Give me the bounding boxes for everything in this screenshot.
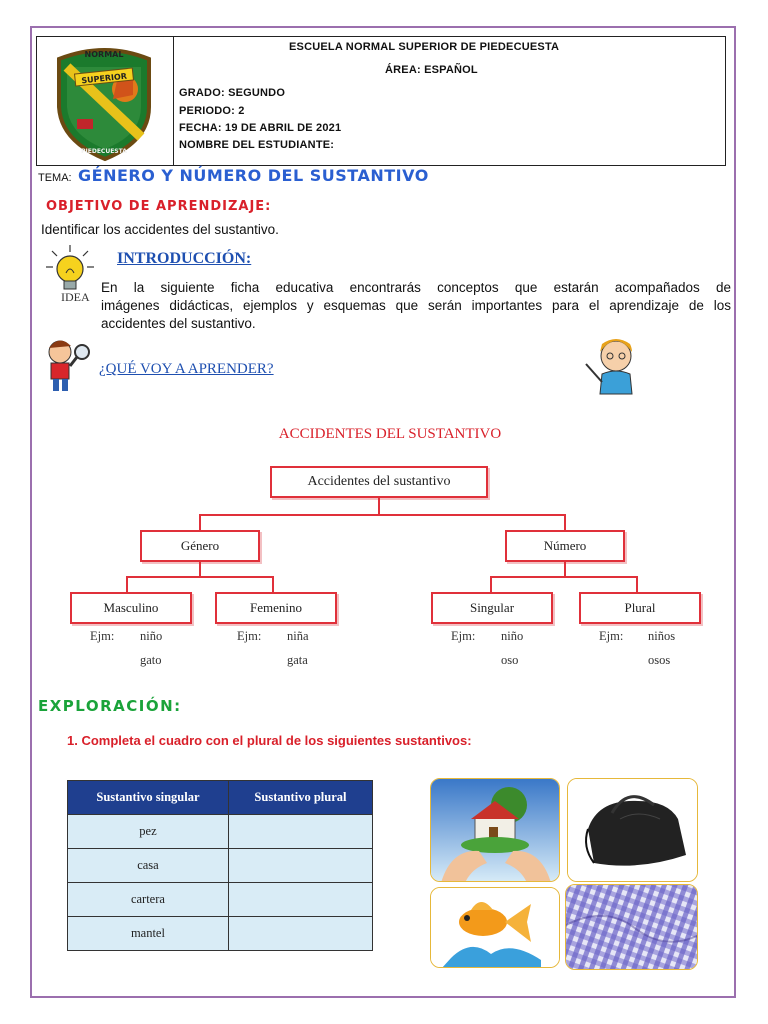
example-masc-2: gato: [140, 653, 162, 667]
logo-top-text: NORMAL: [84, 50, 124, 59]
goldfish-image: [430, 887, 560, 968]
example-label: Ejm:: [599, 629, 624, 643]
grado-text: GRADO: SEGUNDO: [179, 87, 286, 99]
connector: [490, 576, 638, 578]
example-sing-1: niño: [501, 629, 524, 643]
connector: [199, 514, 566, 516]
house-in-hands-image: [430, 778, 560, 882]
node-root: Accidentes del sustantivo: [270, 466, 488, 498]
aprender-title: ¿QUÉ VOY A APRENDER?: [99, 361, 274, 377]
node-singular: Singular: [431, 592, 553, 624]
logo-band-text: SUPERIOR: [80, 71, 128, 86]
diagram-title: ACCIDENTES DEL SUSTANTIVO: [278, 426, 502, 442]
intro-line-2: imágenes didácticas, ejemplos y esquemas que serán importantes para el aprendizaje de los: [101, 298, 731, 313]
intro-title: INTRODUCCIÓN:: [117, 250, 252, 267]
example-label: Ejm:: [90, 629, 115, 643]
area-text: ÁREA: ESPAÑOL: [385, 64, 478, 76]
table-row: [68, 917, 373, 951]
table-cell-singular: mantel: [68, 917, 229, 951]
table-header-row: [68, 781, 373, 815]
logo-bottom-text: PIEDECUESTA: [81, 148, 127, 155]
example-label: Ejm:: [237, 629, 262, 643]
plural-table: [67, 780, 373, 951]
table-cell-singular: casa: [68, 849, 229, 883]
exploracion-instruction: 1. Completa el cuadro con el plural de los siguientes sustantivos:: [67, 733, 472, 748]
example-plur-1: niños: [648, 629, 676, 643]
example-label: Ejm:: [451, 629, 476, 643]
idea-label: IDEA: [61, 290, 90, 304]
example-sing-2: oso: [501, 653, 519, 667]
school-logo: [37, 37, 173, 165]
table-row: [68, 883, 373, 917]
objetivo-title: OBJETIVO DE APRENDIZAJE:: [46, 199, 272, 214]
node-plural: Plural: [579, 592, 701, 624]
tema-label: TEMA:: [38, 172, 72, 184]
tablecloth-image: [565, 884, 698, 970]
table-cell-singular: pez: [68, 815, 229, 849]
school-name: ESCUELA NORMAL SUPERIOR DE PIEDECUESTA: [289, 41, 560, 53]
objetivo-text: Identificar los accidentes del sustantivo.: [41, 222, 279, 237]
node-masculino: Masculino: [70, 592, 192, 624]
table-row: [68, 815, 373, 849]
fecha-text: FECHA: 19 DE ABRIL DE 2021: [179, 122, 342, 134]
node-genero: Género: [140, 530, 260, 562]
intro-line-1: En la siguiente ficha educativa encontrarás conceptos que estarán acompañados de: [101, 280, 731, 295]
intro-line-3: accidentes del sustantivo.: [101, 316, 256, 331]
connector: [126, 576, 274, 578]
table-row: [68, 849, 373, 883]
table-header-plural: Sustantivo plural: [228, 781, 372, 815]
table-cell-plural-input[interactable]: [228, 849, 372, 883]
logo-cell: [37, 37, 174, 165]
example-masc-1: niño: [140, 629, 163, 643]
node-femenino: Femenino: [215, 592, 337, 624]
table-cell-plural-input[interactable]: [228, 815, 372, 849]
example-fem-1: niña: [287, 629, 309, 643]
node-numero: Número: [505, 530, 625, 562]
handbag-image: [567, 778, 698, 882]
example-plur-2: osos: [648, 653, 671, 667]
nombre-label: NOMBRE DEL ESTUDIANTE:: [179, 139, 335, 151]
header-box: [36, 36, 726, 166]
periodo-text: PERIODO: 2: [179, 105, 245, 117]
teacher-pointer-icon: [582, 334, 644, 398]
table-cell-singular: cartera: [68, 883, 229, 917]
table-cell-plural-input[interactable]: [228, 883, 372, 917]
tema-title: GÉNERO Y NÚMERO DEL SUSTANTIVO: [78, 166, 429, 185]
table-header-singular: Sustantivo singular: [68, 781, 229, 815]
exploracion-title: EXPLORACIÓN:: [38, 697, 182, 715]
boy-magnifier-icon: [38, 336, 94, 394]
table-cell-plural-input[interactable]: [228, 917, 372, 951]
example-fem-2: gata: [287, 653, 308, 667]
